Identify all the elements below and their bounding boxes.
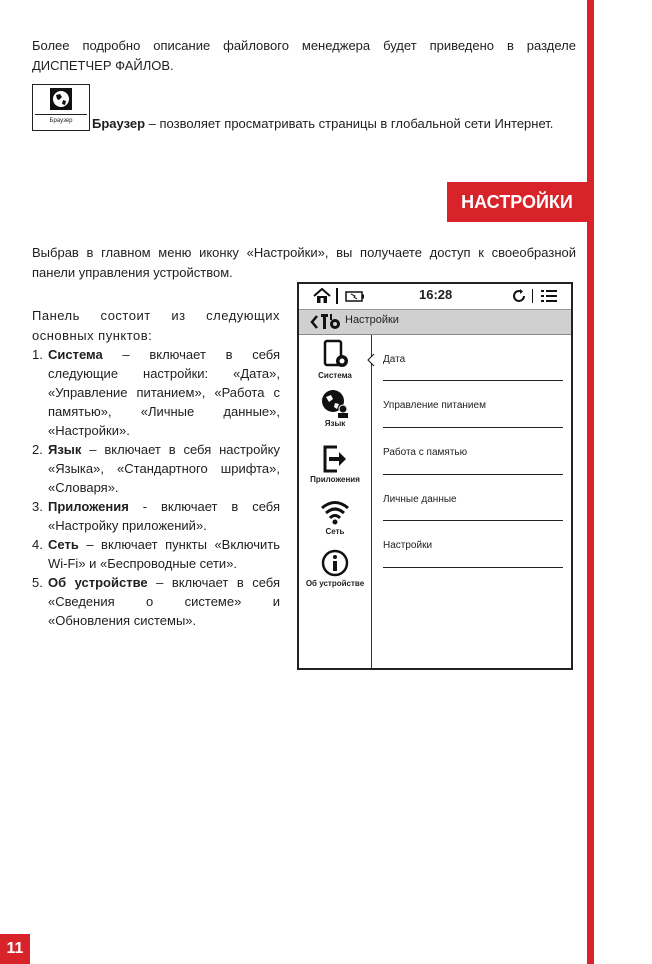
- panel-intro-paragraph: Панель состоит из следующих основных пунктов:: [32, 308, 280, 343]
- item-term: Об устройстве: [48, 575, 148, 590]
- settings-intro-paragraph: Выбрав в главном меню иконку «Настройки», вы получаете доступ к своеобразной панели управления устройством.: [32, 245, 576, 280]
- sidebar-label: Приложения: [310, 475, 360, 484]
- menu-item-personal-data[interactable]: Личные данные: [383, 494, 457, 505]
- divider: [336, 288, 338, 304]
- refresh-icon[interactable]: [511, 288, 527, 304]
- item-description: – включает в себя настройку «Языка», «Стандартного шрифта», «Словаря».: [48, 442, 280, 495]
- item-number: 1.: [32, 347, 43, 362]
- item-number: 5.: [32, 575, 43, 590]
- info-icon: [319, 547, 351, 579]
- sidebar-item-applications[interactable]: [299, 443, 371, 484]
- sidebar-label: Об устройстве: [305, 579, 365, 588]
- globe-icon: [50, 88, 72, 110]
- screen-title: Настройки: [345, 314, 399, 326]
- right-accent-bar: [587, 0, 594, 964]
- clock: 16:28: [419, 287, 453, 302]
- item-description: – включает в себя следующие настройки: «Дата», «Управление питанием», «Работа с памятью», «Личные данные», «Настройки».: [48, 347, 280, 438]
- browser-paragraph: [32, 114, 576, 134]
- sidebar-item-network[interactable]: [299, 497, 371, 536]
- sidebar-label: Сеть: [325, 527, 345, 536]
- item-description: – включает пункты «Включить Wi-Fi» и «Беспроводные сети».: [48, 537, 280, 571]
- battery-icon: [345, 291, 365, 302]
- list-item: [32, 535, 280, 573]
- intro-paragraph: Более подробно описание файлового менеджера будет приведено в разделе ДИСПЕТЧЕР ФАЙЛОВ.: [32, 38, 576, 73]
- menu-divider: [383, 380, 563, 381]
- menu-item-power-management[interactable]: Управление питанием: [383, 400, 486, 411]
- browser-term: Браузер: [92, 116, 146, 131]
- settings-items-list: [32, 345, 280, 630]
- list-item: [32, 573, 280, 630]
- browser-description: – позволяет просматривать страницы в глобальной сети Интернет.: [145, 116, 554, 131]
- list-item: [32, 345, 280, 440]
- item-term: Система: [48, 347, 103, 362]
- menu-icon[interactable]: [541, 289, 557, 303]
- back-arrow-icon[interactable]: [309, 314, 319, 330]
- item-term: Язык: [48, 442, 82, 457]
- item-description: - включает в себя «Настройку приложений».: [48, 499, 280, 533]
- browser-icon-label: Браузер: [35, 114, 87, 128]
- status-bar: [299, 284, 571, 310]
- menu-item-date[interactable]: Дата: [383, 354, 406, 365]
- device-screenshot: [297, 282, 573, 670]
- item-term: Приложения: [48, 499, 129, 514]
- menu-divider: [383, 474, 563, 475]
- title-bar: [299, 310, 571, 335]
- home-icon[interactable]: [313, 288, 331, 304]
- sidebar-label: Язык: [324, 419, 346, 428]
- menu-divider: [383, 567, 563, 568]
- item-number: 2.: [32, 442, 43, 457]
- section-title: НАСТРОЙКИ: [447, 182, 587, 222]
- item-description: – включает в себя «Сведения о системе» и «Обновления системы».: [48, 575, 280, 628]
- page-number: 11: [0, 934, 30, 964]
- item-number: 4.: [32, 537, 43, 552]
- globe-user-icon: [319, 387, 351, 419]
- wifi-icon: [319, 497, 351, 527]
- divider: [532, 289, 533, 303]
- device-gear-icon: [318, 339, 352, 371]
- sidebar-item-language[interactable]: [299, 387, 371, 428]
- item-term: Сеть: [48, 537, 79, 552]
- settings-sidebar: [299, 335, 372, 668]
- menu-divider: [383, 520, 563, 521]
- list-item: [32, 497, 280, 535]
- selection-pointer-icon: [367, 353, 375, 367]
- sidebar-item-system[interactable]: [299, 339, 371, 380]
- list-item: [32, 440, 280, 497]
- sidebar-label: Система: [318, 371, 352, 380]
- sidebar-item-about-device[interactable]: [299, 547, 371, 588]
- menu-divider: [383, 427, 563, 428]
- app-exit-icon: [319, 443, 351, 475]
- menu-item-memory[interactable]: Работа с памятью: [383, 447, 468, 458]
- menu-item-settings[interactable]: Настройки: [383, 540, 433, 551]
- settings-tools-icon: [321, 313, 341, 330]
- item-number: 3.: [32, 499, 43, 514]
